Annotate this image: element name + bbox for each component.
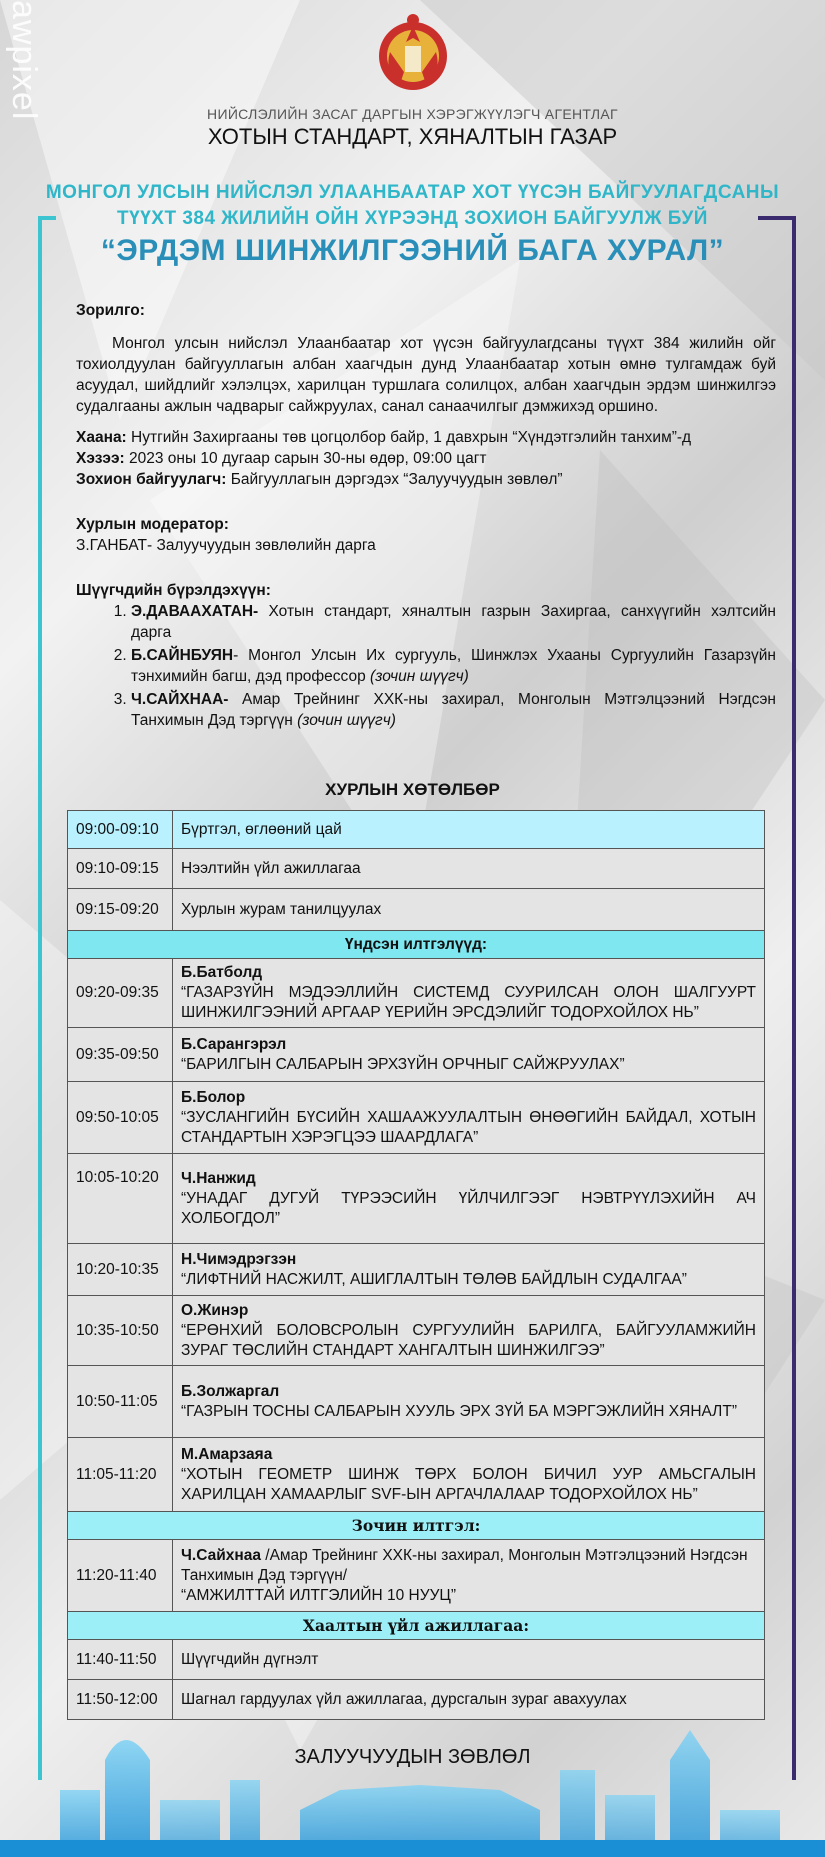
time-cell: 09:00-09:10: [68, 811, 173, 849]
time-cell: 10:20-10:35: [68, 1244, 173, 1296]
activity-cell: Бүртгэл, өглөөний цай: [173, 811, 765, 849]
activity-cell: Шагнал гардуулах үйл ажиллагаа, дурсгалын зураг авахуулах: [173, 1680, 765, 1720]
judge-desc: Хотын стандарт, хяналтын газрын Захиргаа, санхүүгийн хэлтсийн дарга: [131, 603, 776, 641]
speaker-name: Ч.Сайхнаа: [181, 1546, 261, 1564]
activity-cell: Шүүгчдийн дүгнэлт: [173, 1640, 765, 1680]
when-value: 2023 оны 10 дугаар сарын 30-ны өдөр, 09:00 цагт: [124, 450, 487, 467]
time-cell: 10:50-11:05: [68, 1366, 173, 1438]
time-cell: 11:50-12:00: [68, 1680, 173, 1720]
table-row: [68, 1366, 765, 1438]
table-row: [68, 1640, 765, 1680]
talk-title: “ХОТЫН ГЕОМЕТР ШИНЖ ТӨРХ БОЛОН БИЧИЛ УУР АМЬСГАЛЫН ХАРИЛЦАН ХАМААРЛЫГ SVF-ЫН АРГАЧЛАЛААР ТОДОРХОЙЛОХ НЬ”: [181, 1465, 756, 1503]
speaker-name: Б.Золжаргал: [181, 1382, 280, 1400]
event-info: [76, 427, 776, 490]
speaker-name: Б.Болор: [181, 1088, 246, 1106]
time-cell: 09:10-09:15: [68, 849, 173, 889]
talk-cell: [173, 959, 765, 1028]
moderator-block: [76, 514, 776, 556]
speaker-desc: /Амар Трейнинг ХХК-ны захирал, Монголын Мэтгэлцээний Нэгдсэн Танхимын Дэд тэргүүн/: [181, 1546, 748, 1584]
moderator-value: З.ГАНБАТ- Залуучуудын зөвлөлийн дарга: [76, 537, 376, 554]
youth-council-footer: ЗАЛУУЧУУДЫН ЗӨВЛӨЛ: [294, 1746, 531, 1768]
activity-cell: Нээлтийн үйл ажиллагаа: [173, 849, 765, 889]
place-label: Хаана:: [76, 429, 127, 446]
judges-list: [76, 601, 776, 731]
speaker-name: Б.Сарангэрэл: [181, 1035, 287, 1053]
talk-title: “ЛИФТНИЙ НАСЖИЛТ, АШИГЛАЛТЫН ТӨЛӨВ БАЙДЛЫН СУДАЛГАА”: [181, 1270, 687, 1288]
talk-title: “ЗУСЛАНГИЙН БҮСИЙН ХАШААЖУУЛАЛТЫН ӨНӨӨГИЙН БАЙДАЛ, ХОТЫН СТАНДАРТЫН ХЭРЭГЦЭЭ ШААРДЛАГА”: [181, 1108, 756, 1146]
time-cell: 09:20-09:35: [68, 959, 173, 1028]
time-cell: 11:20-11:40: [68, 1540, 173, 1612]
talk-cell: [173, 1438, 765, 1512]
table-row: [68, 1438, 765, 1512]
table-row: [68, 1028, 765, 1082]
event-title-line-2: ТҮҮХТ 384 ЖИЛИЙН ОЙН ХҮРЭЭНД ЗОХИОН БАЙГУУЛЖ БУЙ: [117, 208, 708, 229]
judge-desc: Амар Трейнинг ХХК-ны захирал, Монголын Мэтгэлцээний Нэгдсэн Танхимын Дэд тэргүүн: [131, 691, 776, 729]
speaker-name: Н.Чимэдрэгзэн: [181, 1250, 297, 1268]
table-row: [68, 889, 765, 931]
talk-title: “ГАЗРЫН ТОСНЫ САЛБАРЫН ХУУЛЬ ЭРХ ЗҮЙ БА МЭРГЭЖЛИЙН ХЯНАЛТ”: [181, 1402, 737, 1420]
when-label: Хэзээ:: [76, 450, 125, 467]
time-cell: 10:05-10:20: [68, 1154, 173, 1244]
goal-heading: Зорилго:: [76, 302, 145, 319]
section-row-guest: [68, 1512, 765, 1540]
speaker-name: Ч.Нанжид: [181, 1169, 256, 1187]
talk-cell: [173, 1154, 765, 1244]
table-row: [68, 1244, 765, 1296]
time-cell: 11:05-11:20: [68, 1438, 173, 1512]
activity-cell: Хурлын журам танилцуулах: [173, 889, 765, 931]
frame-left-border: [38, 216, 56, 1780]
city-skyline-icon: [0, 1700, 825, 1857]
section-heading: Хаалтын үйл ажиллагаа:: [68, 1612, 765, 1640]
talk-title: “АМЖИЛТТАЙ ИЛТГЭЛИЙН 10 НУУЦ”: [181, 1586, 457, 1604]
time-cell: 11:40-11:50: [68, 1640, 173, 1680]
talk-title: “ЕРӨНХИЙ БОЛОВСРОЛЫН СУРГУУЛИЙН БАРИЛГА, БАЙГУУЛАМЖИЙН ЗУРАГ ТӨСЛИЙН СТАНДАРТ ХАНГАЛТЫН ШИНЖИЛГЭЭ”: [181, 1321, 756, 1359]
guest-speaker-line: [181, 1546, 756, 1586]
speaker-name: Б.Батболд: [181, 964, 263, 981]
judge-name: Ч.САЙХНАА-: [131, 691, 229, 708]
goal-paragraph: Монгол улсын нийслэл Улаанбаатар хот үүсэн байгуулагдсаны түүхт 384 жилийн ойг тохиолдуулан байгууллагын албан хаагчдын дунд Улаанбаатар хотын өмнө тулгамдаж буй асуудал, шийдлийг хэлэлцэх, харилцан туршлага солилцох, албан хаагчдын эрдэм шинжилгээ судалгааны ажлын чадварыг сайжруулах, санал санаачилгыг дэмжихэд оршино.: [76, 335, 776, 415]
table-row: [68, 849, 765, 889]
table-row: [68, 1082, 765, 1154]
agency-name: НИЙСЛЭЛИЙН ЗАСАГ ДАРГЫН ХЭРЭГЖҮҮЛЭГЧ АГЕНТЛАГ: [207, 106, 618, 122]
table-row: [68, 1154, 765, 1244]
judges-block: [76, 580, 776, 731]
watermark-text: awpixel: [5, 0, 43, 121]
talk-cell: [173, 1028, 765, 1082]
talk-title: “ГАЗАРЗҮЙН МЭДЭЭЛЛИЙН СИСТЕМД СУУРИЛСАН ОЛОН ШАЛГУУРТ ШИНЖИЛГЭЭНИЙ АРГААР ҮЕРИЙН ЭРСДЭЛИЙГ ТОДОРХОЙЛОХ НЬ”: [181, 984, 756, 1021]
judges-heading: Шүүгчдийн бүрэлдэхүүн:: [76, 582, 271, 599]
place-line: [76, 427, 776, 448]
judge-item: [131, 601, 776, 643]
judge-name: Э.ДАВААХАТАН-: [131, 603, 259, 620]
place-value: Нутгийн Захиргааны төв цогцолбор байр, 1 давхрын “Хүндэтгэлийн танхим”-д: [126, 429, 692, 446]
time-cell: 09:15-09:20: [68, 889, 173, 931]
speaker-name: М.Амарзаяа: [181, 1445, 273, 1463]
program-title: ХУРЛЫН ХӨТӨЛБӨР: [325, 780, 500, 799]
table-row: [68, 811, 765, 849]
judge-item: [131, 689, 776, 731]
speaker-name: О.Жинэр: [181, 1301, 249, 1319]
event-description: [76, 300, 776, 733]
talk-title: “УНАДАГ ДУГУЙ ТҮРЭЭСИЙН ҮЙЛЧИЛГЭЭГ НЭВТРҮҮЛЭХИЙН АЧ ХОЛБОГДОЛ”: [181, 1189, 756, 1227]
talk-cell: [173, 1296, 765, 1366]
organizer-value: Байгууллагын дэргэдэх “Залуучуудын зөвлөл”: [226, 471, 563, 488]
section-row-main: [68, 931, 765, 959]
moderator-heading: Хурлын модератор:: [76, 516, 229, 533]
table-row: [68, 1540, 765, 1612]
section-row-closing: [68, 1612, 765, 1640]
table-row: [68, 959, 765, 1028]
section-heading: Үндсэн илтгэлүүд:: [68, 931, 765, 959]
time-cell: 10:35-10:50: [68, 1296, 173, 1366]
organizer-line: [76, 469, 776, 490]
table-row: [68, 1680, 765, 1720]
time-cell: 09:35-09:50: [68, 1028, 173, 1082]
section-heading: Зочин илтгэл:: [68, 1512, 765, 1540]
talk-cell: [173, 1244, 765, 1296]
talk-title: “БАРИЛГЫН САЛБАРЫН ЭРХЗҮЙН ОРЧНЫГ САЙЖРУУЛАХ”: [181, 1055, 625, 1073]
table-row: [68, 1296, 765, 1366]
emblem-icon: [376, 12, 450, 92]
talk-cell: [173, 1082, 765, 1154]
judge-name: Б.САЙНБУЯН: [131, 647, 234, 664]
when-line: [76, 448, 776, 469]
judge-item: [131, 645, 776, 687]
event-title-line-1: МОНГОЛ УЛСЫН НИЙСЛЭЛ УЛААНБААТАР ХОТ ҮҮСЭН БАЙГУУЛАГДСАНЫ: [45, 182, 780, 203]
program-table: [67, 810, 765, 1720]
judge-desc: - Монгол Улсын Их сургууль, Шинжлэх Ухааны Сургуулийн Газарзүйн тэнхимийн багш, дэд профессор: [131, 647, 776, 685]
organizer-label: Зохион байгуулагч:: [76, 471, 227, 488]
event-title-main: “ЭРДЭМ ШИНЖИЛГЭЭНИЙ БАГА ХУРАЛ”: [100, 234, 725, 267]
time-cell: 09:50-10:05: [68, 1082, 173, 1154]
organization-name: ХОТЫН СТАНДАРТ, ХЯНАЛТЫН ГАЗАР: [207, 124, 618, 149]
judge-guest: (зочин шүүгч): [297, 712, 396, 729]
judge-guest: (зочин шүүгч): [370, 668, 469, 685]
talk-cell: [173, 1540, 765, 1612]
talk-cell: [173, 1366, 765, 1438]
